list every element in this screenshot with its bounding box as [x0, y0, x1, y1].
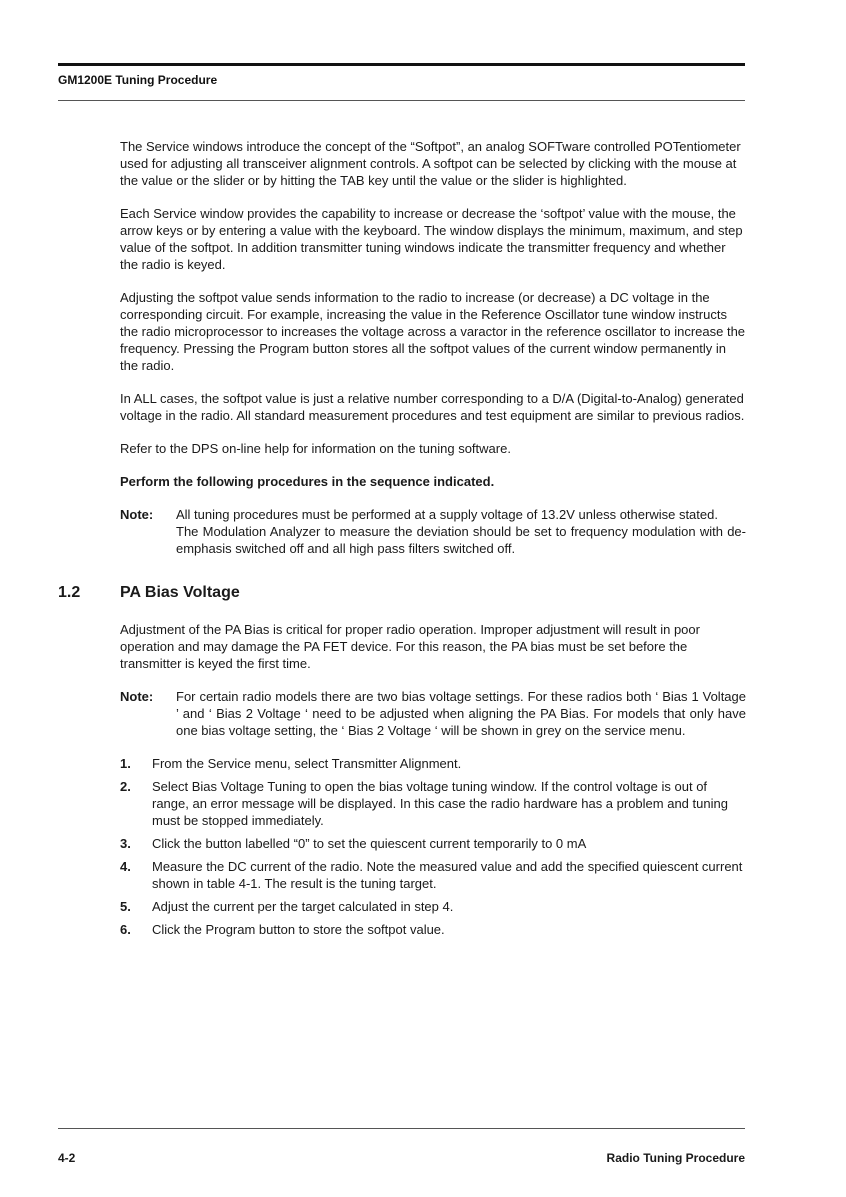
procedure-step [120, 778, 746, 829]
section-number: 1.2 [58, 584, 81, 601]
procedure-steps [120, 755, 746, 938]
intro-paragraph: The Service windows introduce the concept of the “Softpot”, an analog SOFTware controlled POTentiometer used for adjusting all transceiver alignment controls. A softpot can be selected by clicking with the mouse at the value or the slider or by hitting the TAB key until the value or the slider is highlighted. [120, 139, 741, 188]
procedure-step [120, 921, 746, 938]
note-label: Note: [120, 507, 154, 522]
step-number: 2. [120, 779, 131, 794]
section-intro: Adjustment of the PA Bias is critical for proper radio operation. Improper adjustment will result in poor operation and may damage the PA FET device. For this reason, the PA bias must be set before the transmitter is keyed the first time. [120, 622, 700, 671]
footer-rule [58, 1128, 745, 1129]
note-label: Note: [120, 689, 154, 704]
sequence-instruction: Perform the following procedures in the sequence indicated. [120, 474, 495, 489]
step-number: 1. [120, 756, 131, 771]
procedure-step [120, 835, 746, 852]
note-tuning-conditions [120, 506, 746, 557]
page-number: 4-2 [58, 1151, 76, 1165]
step-text: Measure the DC current of the radio. Note the measured value and add the specified quiescent current shown in table 4-1. The result is the tuning target. [152, 859, 743, 891]
intro-paragraph: Each Service window provides the capability to increase or decrease the ‘softpot’ value with the mouse, the arrow keys or by entering a value with the keyboard. The window displays the minimum, maximum, and step value of the softpot. In addition transmitter tuning windows indicate the transmitter frequency and whether the radio is keyed. [120, 206, 743, 272]
top-rule [58, 63, 745, 66]
procedure-step [120, 755, 746, 772]
note-line: The Modulation Analyzer to measure the deviation should be set to frequency modulation with de-emphasis switched off and all high pass filters switched off. [176, 524, 746, 556]
header-rule [58, 100, 745, 101]
procedure-step [120, 898, 746, 915]
intro-paragraph: Refer to the DPS on-line help for information on the tuning software. [120, 441, 511, 456]
intro-paragraph: Adjusting the softpot value sends information to the radio to increase (or decrease) a DC voltage in the corresponding circuit. For example, increasing the value in the Reference Oscillator tune window instructs the radio microprocessor to increases the voltage across a varactor in the reference oscillator to increase the frequency. Pressing the Program button stores all the softpot values of the current window permanently in the radio. [120, 290, 746, 373]
note-body: For certain radio models there are two bias voltage settings. For these radios both ‘ Bias 1 Voltage ’ and ‘ Bias 2 Voltage ‘ need to be adjusted when aligning the PA Bias. For models that only have one bias voltage setting, the ‘ Bias 2 Voltage ‘ will be shown in grey on the service menu. [176, 689, 746, 738]
step-text: Adjust the current per the target calculated in step 4. [152, 899, 454, 914]
section-title: PA Bias Voltage [120, 584, 240, 601]
step-text: From the Service menu, select Transmitter Alignment. [152, 756, 462, 771]
page-body [58, 138, 746, 944]
step-text: Select Bias Voltage Tuning to open the bias voltage tuning window. If the control voltage is out of range, an error message will be displayed. In this case the radio hardware has a problem and tuning must be stopped immediately. [152, 779, 728, 828]
step-number: 6. [120, 922, 131, 937]
step-number: 5. [120, 899, 131, 914]
step-number: 4. [120, 859, 131, 874]
footer-title: Radio Tuning Procedure [606, 1151, 745, 1165]
step-text: Click the button labelled “0” to set the quiescent current temporarily to 0 mA [152, 836, 587, 851]
step-number: 3. [120, 836, 131, 851]
note-body [176, 506, 746, 557]
step-text: Click the Program button to store the softpot value. [152, 922, 445, 937]
running-header: GM1200E Tuning Procedure [58, 73, 218, 87]
note-line: All tuning procedures must be performed at a supply voltage of 13.2V unless otherwise stated. [176, 507, 718, 522]
section-heading [58, 583, 746, 603]
intro-paragraph: In ALL cases, the softpot value is just a relative number corresponding to a D/A (Digital-to-Analog) generated voltage in the radio. All standard measurement procedures and test equipment are similar to previous radios. [120, 391, 745, 423]
procedure-step [120, 858, 746, 892]
note-bias-settings [120, 688, 746, 739]
